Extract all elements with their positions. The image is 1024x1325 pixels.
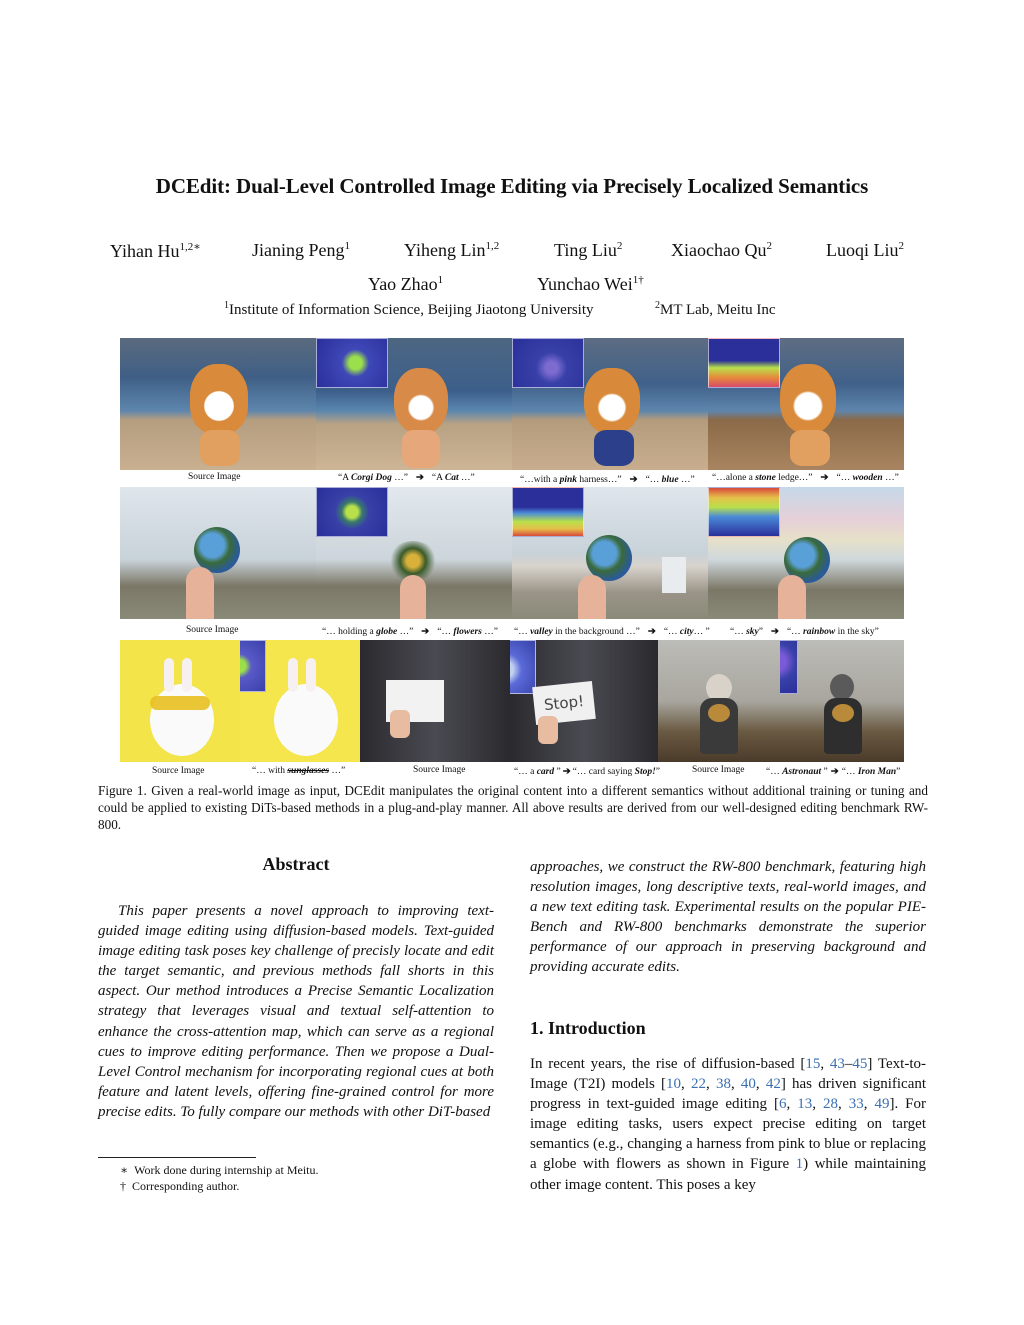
rabbit-source-image [120,640,240,762]
attention-map-inset [510,640,536,694]
footnote-2: † Corresponding author. [120,1179,240,1193]
attention-map-inset [780,640,798,694]
row2-source-label: Source Image [186,625,239,635]
figure-link[interactable]: 1 [795,1156,804,1173]
affiliation-2: $^2$MT Lab, Meitu Inc [655,300,776,318]
attention-map-inset [512,338,584,388]
attention-map-inset [708,338,780,388]
citation-link[interactable]: 15 [805,1056,821,1072]
attention-map-inset [512,487,584,537]
row3-edit2-caption: “… a card ” ➔ “… card saying Stop!” [514,767,661,777]
citation-link[interactable]: 28 [822,1096,838,1113]
row3-edit3-caption: “… Astronaut ” ➔ “… Iron Man” [766,767,901,777]
row1-edit3-caption: “…alone a stone ledge…” ➔ “… wooden …” [712,473,899,483]
figure-caption: Figure 1. Given a real-world image as input, DCEdit manipulates the original content into a different semantics without additional training or tuning and could be applied to existing DiTs-based methods in a plug-and-play manner. All above results are derived from our well-designed editing benchmark RW-800. [98,783,928,832]
arrow-icon: ➔ [421,627,430,637]
footnote-rule [98,1157,256,1158]
attention-map-inset [316,487,388,537]
citation-link[interactable]: 6 [779,1096,787,1113]
citation-link[interactable]: 40 [740,1076,756,1093]
row3-edit1-caption: “… with sunglasses …” [252,766,346,776]
attention-map-inset [708,487,780,537]
row3-source1-label: Source Image [152,766,205,776]
affiliation-1: $^1$Institute of Information Science, Beijing Jiaotong University [224,300,594,318]
arrow-icon: ➔ [820,473,829,483]
citation-link[interactable]: 33 [848,1096,864,1113]
row3-source2-label: Source Image [413,765,466,775]
corgi-source-image [120,338,316,470]
attention-map-inset [316,338,388,388]
abstract-heading: Abstract [262,854,330,874]
arrow-icon: ➔ [830,767,839,777]
arrow-icon: ➔ [770,627,779,637]
card-source-image [360,640,510,762]
citation-link[interactable]: 10 [666,1076,682,1093]
citation-link[interactable]: 22 [690,1076,706,1093]
author-8: Yunchao Wei$^{1\dagger}$ [537,274,644,294]
arrow-icon: ➔ [562,767,571,777]
wooden-ledge-image [708,338,904,470]
attention-map-inset [240,640,266,692]
globe-source-image [120,487,316,619]
blue-harness-image [512,338,708,470]
row1-source-label: Source Image [188,472,241,482]
rainbow-edited-image [708,487,904,619]
rabbit-edited-image [240,640,360,762]
arrow-icon: ➔ [629,475,638,485]
citation-link[interactable]: 45 [852,1056,868,1072]
abstract-text-left: This paper presents a novel approach to improving text-guided image editing using diffusion-based models. Text-guided image editing task poses key challenge of precisly locate and edit the target semantic, and previous methods fall shorts in this aspect. Our method introduces a Precise Semantic Localization strategy that leverages visual and textual self-attention to enhance the cross-attention map, which can serve as a regional cues to improve editing performance. Then we propose a Dual-Level Control mechanism for incorporating regional cues at both feature and latent levels, offering fine-grained control for more precise edits. To fully compare our methods with other DiT-based [98,903,494,1120]
row2-edit1-caption: “… holding a globe …” ➔ “… flowers …” [322,627,498,637]
row1-edit2-caption: “…with a pink harness…” ➔ “… blue …” [520,475,695,485]
iron-man-edited-image [780,640,904,762]
introduction-heading: 1. Introduction [530,1018,646,1038]
flowers-edited-image [316,487,512,619]
cat-edited-image [316,338,512,470]
author-4: Ting Liu$^2$ [554,240,623,260]
arrow-icon: ➔ [415,473,424,483]
citation-link[interactable]: 13 [797,1096,813,1113]
row2-edit2-caption: “… valley in the background …” ➔ “… city… ” [514,627,710,637]
author-6: Luoqi Liu$^2$ [826,240,904,260]
stop-card-edited-image [510,640,658,762]
citation-link[interactable]: 42 [765,1076,781,1093]
paper-title: DCEdit: Dual-Level Controlled Image Editing via Precisely Localized Semantics [155,174,869,198]
city-edited-image [512,487,708,619]
row3-source3-label: Source Image [692,765,745,775]
citation-link[interactable]: 49 [874,1096,890,1113]
row1-edit1-caption: “A Corgi Dog …” ➔ “A Cat …” [338,473,475,483]
stop-card: Stop! [532,681,596,725]
astronaut-source-image [658,640,780,762]
author-3: Yiheng Lin$^{1,2}$ [404,240,500,260]
author-1: Yihan $Hu^{1,2∗}$ [110,241,201,261]
introduction-text: In recent years, the rise of diffusion-based [15, 43–45] Text-to-Image (T2I) models [10, 22, 38, 40, 42] has driven significant progress in text-guided image editing [6, 13, 28, 33, 49]. For image editing tasks, users expect precise editing on target semantics (e.g., changing a harness from pink to blue or replacing a globe with flowers as shown in Figure 1) while maintaining other image content. This poses a key [530,1056,927,1193]
arrow-icon: ➔ [647,627,656,637]
abstract-text-right: approaches, we construct the RW-800 benchmark, featuring high resolution images, long descriptive texts, real-world images, and a new text editing task. Experimental results on the popular PIE-Bench and RW-800 benchmarks demonstrate the superior performance of our approach in preserving background and providing accurate edits. [530,859,926,976]
row2-edit3-caption: “… sky” ➔ “… rainbow in the sky” [730,627,879,637]
author-5: Xiaochao Qu$^2$ [671,240,772,260]
author-7: Yao Zhao$^1$ [368,274,444,294]
citation-link[interactable]: 38 [715,1076,731,1093]
author-2: Jianing Peng$^1$ [252,240,350,260]
citation-link[interactable]: 43 [829,1056,845,1072]
footnote-1: ∗ Work done during internship at Meitu. [120,1163,319,1177]
